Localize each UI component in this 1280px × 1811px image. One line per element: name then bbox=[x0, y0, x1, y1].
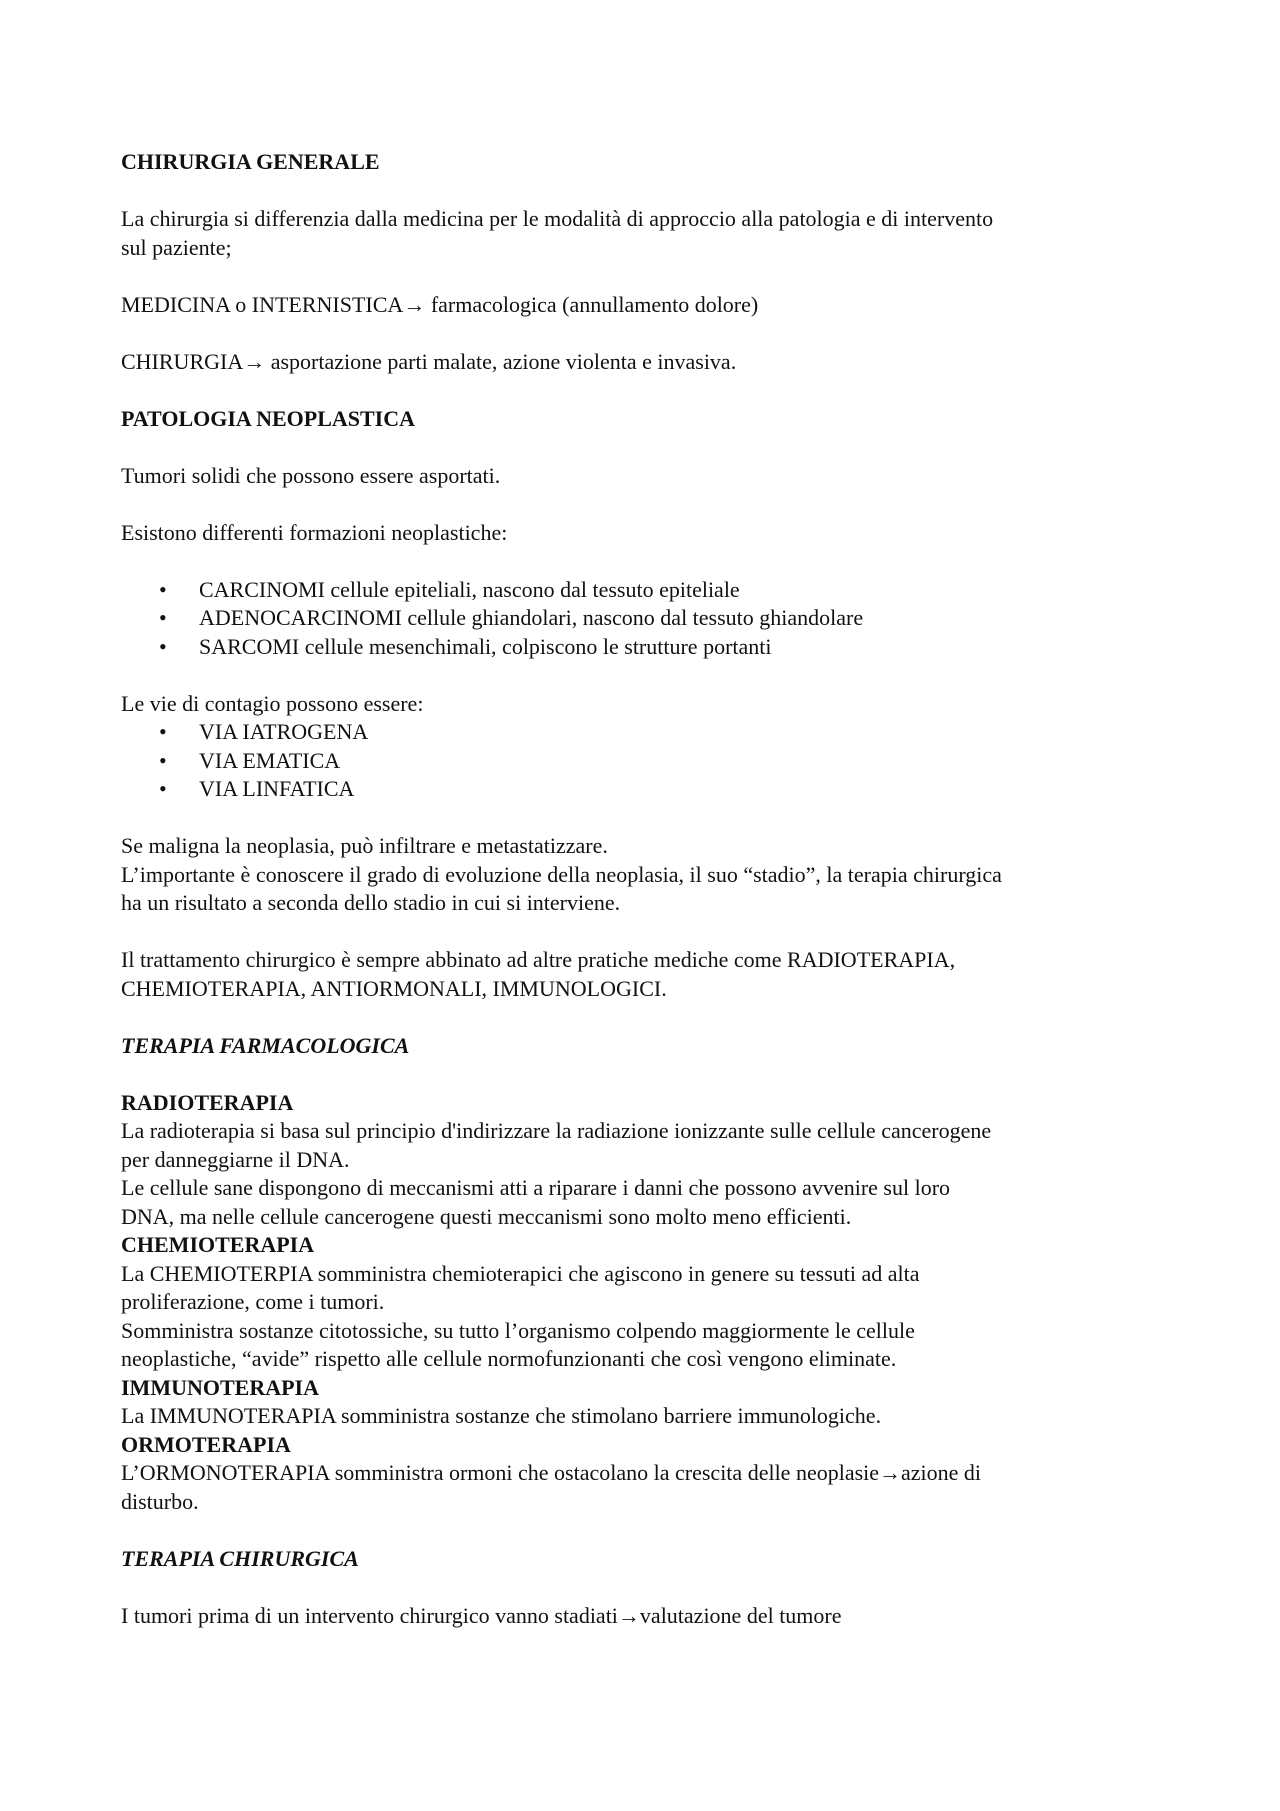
trattamento-line-1: Il trattamento chirurgico è sempre abbinato ad altre pratiche mediche come RADIOTERAPIA, bbox=[121, 947, 956, 972]
bullet: • bbox=[159, 576, 167, 602]
heading-chemioterapia: CHEMIOTERAPIA bbox=[121, 1232, 315, 1257]
trattamento-line-2: CHEMIOTERAPIA, ANTIORMONALI, IMMUNOLOGICI. bbox=[121, 975, 667, 1001]
heading-immunoterapia: IMMUNOTERAPIA bbox=[121, 1374, 319, 1400]
bullet: • bbox=[159, 633, 167, 659]
maligna-line: Se maligna la neoplasia, può infiltrare e metastatizzare. bbox=[121, 833, 608, 858]
bullet: • bbox=[159, 747, 167, 773]
chemio-line-1: La CHEMIOTERPIA somministra chemioterapici che agiscono in genere su tessuti ad alta bbox=[121, 1260, 920, 1286]
radio-line-2: per danneggiarne il DNA. bbox=[121, 1146, 350, 1172]
radio-line-3: Le cellule sane dispongono di meccanismi atti a riparare i danni che possono avvenire sul loro bbox=[121, 1175, 951, 1200]
tumori-line: Tumori solidi che possono essere asportati. bbox=[121, 462, 501, 488]
immuno-line-1: La IMMUNOTERAPIA somministra sostanze che stimolano barriere immunologiche. bbox=[121, 1403, 882, 1428]
list-item bbox=[121, 604, 1171, 633]
medicina-line: MEDICINA o INTERNISTICA→ farmacologica (annullamento dolore) bbox=[121, 291, 759, 317]
via-linfatica: VIA LINFATICA bbox=[199, 776, 355, 801]
document-page bbox=[121, 148, 1171, 1630]
chemio-line-3: Somministra sostanze citotossiche, su tutto l’organismo colpendo maggiormente le cellule bbox=[121, 1317, 915, 1343]
heading-patologia-neoplastica: PATOLOGIA NEOPLASTICA bbox=[121, 405, 416, 431]
formazione-sarcomi: SARCOMI cellule mesenchimali, colpiscono le strutture portanti bbox=[199, 633, 772, 659]
chirurgia-line: CHIRURGIA→ asportazione parti malate, azione violenta e invasiva. bbox=[121, 348, 737, 374]
stadiati-line: I tumori prima di un intervento chirurgico vanno stadiati→valutazione del tumore bbox=[121, 1602, 842, 1628]
heading-radioterapia: RADIOTERAPIA bbox=[121, 1089, 294, 1115]
esistono-line: Esistono differenti formazioni neoplastiche: bbox=[121, 519, 508, 545]
vie-intro-line: Le vie di contagio possono essere: bbox=[121, 690, 424, 716]
bullet: • bbox=[159, 776, 167, 801]
list-item bbox=[121, 775, 1171, 804]
formazione-adenocarcinomi: ADENOCARCINOMI cellule ghiandolari, nascono dal tessuto ghiandolare bbox=[199, 605, 864, 630]
intro-line-1: La chirurgia si differenzia dalla medicina per le modalità di approccio alla patologia e di intervento bbox=[121, 206, 994, 231]
list-item bbox=[121, 633, 1171, 662]
heading-chirurgia-generale: CHIRURGIA GENERALE bbox=[121, 149, 380, 174]
via-ematica: VIA EMATICA bbox=[199, 747, 341, 773]
importante-line-2: ha un risultato a seconda dello stadio in cui si interviene. bbox=[121, 890, 621, 915]
list-item bbox=[121, 576, 1171, 605]
heading-terapia-chirurgica: TERAPIA CHIRURGICA bbox=[121, 1545, 359, 1571]
intro-line-2: sul paziente; bbox=[121, 234, 232, 260]
importante-line-1: L’importante è conoscere il grado di evoluzione della neoplasia, il suo “stadio”, la terapia chirurgica bbox=[121, 861, 1002, 887]
heading-terapia-farmacologica: TERAPIA FARMACOLOGICA bbox=[121, 1032, 410, 1058]
bullet: • bbox=[159, 719, 167, 744]
bullet: • bbox=[159, 605, 167, 630]
via-iatrogena: VIA IATROGENA bbox=[199, 719, 369, 744]
formazione-carcinomi: CARCINOMI cellule epiteliali, nascono dal tessuto epiteliale bbox=[199, 576, 740, 602]
ormo-line-2: disturbo. bbox=[121, 1488, 199, 1514]
list-item bbox=[121, 718, 1171, 747]
heading-ormoterapia: ORMOTERAPIA bbox=[121, 1431, 291, 1457]
radio-line-4: DNA, ma nelle cellule cancerogene questi meccanismi sono molto meno efficienti. bbox=[121, 1203, 852, 1229]
ormo-line-1: L’ORMONOTERAPIA somministra ormoni che ostacolano la crescita delle neoplasie→azione di bbox=[121, 1460, 982, 1485]
radio-line-1: La radioterapia si basa sul principio d'indirizzare la radiazione ionizzante sulle cellule cancerogene bbox=[121, 1118, 992, 1143]
chemio-line-2: proliferazione, come i tumori. bbox=[121, 1289, 385, 1314]
list-item bbox=[121, 747, 1171, 776]
chemio-line-4: neoplastiche, “avide” rispetto alle cellule normofunzionanti che così vengono eliminate. bbox=[121, 1346, 897, 1371]
